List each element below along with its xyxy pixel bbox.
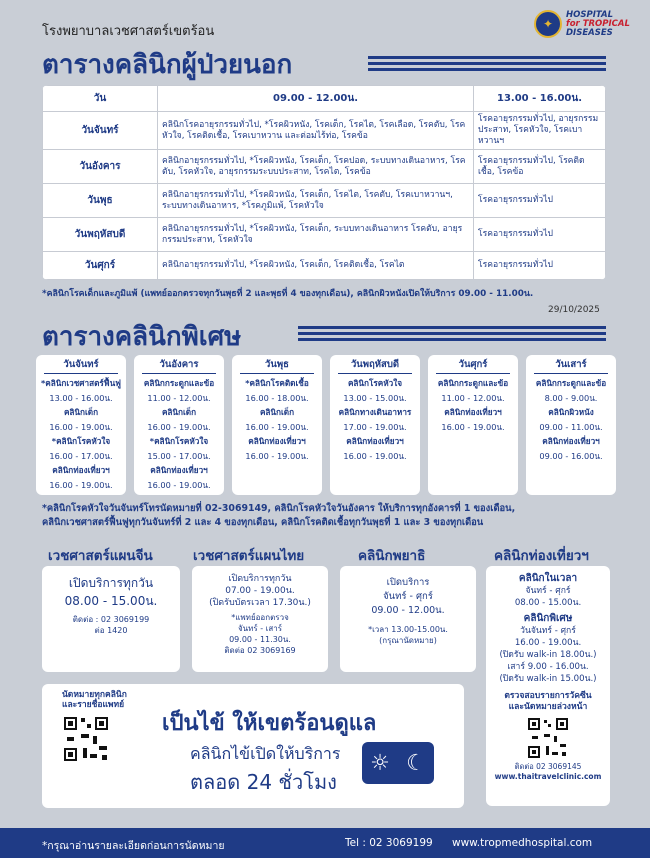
vaccine-note: ตรวจสอบรายการวัคซีน [504, 691, 592, 701]
special-clinic-card [134, 355, 224, 495]
card-day: วันพฤหัสบดี [338, 357, 412, 374]
clinic-hours: 16.00 - 19.00น. [147, 479, 211, 490]
hours-note: (ปิดรับบัตรเวลา 17.30น.) [209, 598, 311, 608]
header-afternoon: 13.00 - 16.00น. [474, 86, 606, 112]
opd-schedule-table [42, 85, 606, 280]
special-time: 16.00 - 19.00น. [514, 638, 582, 648]
walkin-note: (ปิดรับ walk-in 15.00น.) [499, 674, 597, 684]
header-day: วัน [43, 86, 158, 112]
day-cell: วันศุกร์ [43, 252, 158, 280]
hours-label: เปิดบริการ [386, 577, 430, 588]
hours-value: 08.00 - 15.00น. [64, 594, 158, 608]
appointment-note: (กรุณานัดหมาย) [379, 636, 437, 645]
footer-note: *กรุณาอ่านรายละเอียดก่อนการนัดหมาย [42, 840, 225, 852]
clinic-hours: 09.00 - 16.00น. [539, 450, 603, 461]
clinic-name: คลินิกกระดูกและข้อ [143, 378, 215, 388]
travel-website-link[interactable]: www.thaitravelclinic.com [494, 772, 602, 781]
morning-cell: คลินิกอายุรกรรมทั่วไป, *โรคผิวหนัง, โรคเด็ก, โรคติดเชื้อ, โรคไต [158, 252, 474, 280]
card-day: วันอังคาร [142, 357, 216, 374]
special-days: วันจันทร์ - ศุกร์ [520, 626, 576, 636]
table-row [43, 150, 606, 184]
clinic-name: คลินิกท่องเที่ยวฯ [248, 436, 306, 446]
clinic-name: *คลินิกเวชศาสตร์ฟื้นฟู [41, 378, 121, 388]
clinic-hours: 16.00 - 19.00น. [245, 421, 309, 432]
clinic-hours: 16.00 - 17.00น. [49, 450, 113, 461]
sun-icon: ☼ [370, 750, 390, 776]
clinic-hours: 13.00 - 15.00น. [343, 392, 407, 403]
opd-title: ตารางคลินิกผู้ป่วยนอก [42, 50, 293, 80]
logo-line: DISEASES [566, 27, 613, 38]
morning-cell: คลินิกโรคอายุรกรรมทั่วไป, *โรคผิวหนัง, โรคเด็ก, โรคไต, โรคเลือด, โรคตับ, โรคหัวใจ, โรคติดเชื้อ, โรคเบาหวาน และต่อมไร้ท่อ, โรคข้อ [158, 112, 474, 150]
footnote-line: คลินิกเวชศาสตร์ฟื้นฟูทุกวันจันทร์ที่ 2 และ 4 ของทุกเดือน, คลินิกโรคติดเชื้อทุกวันพุธที่ 1 และ 3 ของทุกเดือน [42, 517, 484, 528]
travel-clinic-box [486, 566, 610, 806]
clinic-name: คลินิกท่องเที่ยวฯ [52, 465, 110, 475]
doctor-days: จันทร์ - เสาร์ [237, 624, 283, 633]
clinic-hours: 17.00 - 19.00น. [343, 421, 407, 432]
day-night-icon-panel [362, 742, 434, 784]
logo-line: for TROPICAL [566, 18, 630, 29]
special-title: ตารางคลินิกพิเศษ [42, 322, 242, 352]
doctor-hours: 09.00 - 11.30น. [229, 635, 291, 644]
card-day: วันศุกร์ [436, 357, 510, 374]
special-clinic-card [232, 355, 322, 495]
thai-medicine-title: เวชศาสตร์แผนไทย [193, 548, 305, 564]
clinic-name: คลินิกกระดูกและข้อ [437, 378, 509, 388]
slogan-sub: คลินิกไข้เปิดให้บริการ [190, 744, 341, 763]
qr-code-icon [62, 715, 110, 763]
chinese-medicine-title: เวชศาสตร์แผนจีน [48, 548, 153, 564]
logo-line: HOSPITAL [566, 9, 613, 20]
contact-phone: ติดต่อ 02 3069145 [514, 762, 582, 771]
doctor-note: *แพทย์ออกตรวจ [231, 613, 289, 622]
clinic-hours: 16.00 - 19.00น. [441, 421, 505, 432]
special-footnote [42, 502, 515, 530]
qr-label: นัดหมายทุกคลินิก และรายชื่อแพทย์ [62, 690, 127, 710]
hours-value: 07.00 - 19.00น. [225, 586, 295, 596]
moon-icon: ☾ [406, 750, 426, 776]
afternoon-cell: โรคอายุรกรรมทั่วไป, อายุรกรรมประสาท, โรคหัวใจ, โรคเบาหวานฯ [474, 112, 606, 150]
clinic-name: คลินิกท่องเที่ยวฯ [444, 407, 502, 417]
clinic-name: คลินิกเด็ก [161, 407, 197, 417]
clinic-name: คลินิกท่องเที่ยวฯ [542, 436, 600, 446]
qr-code-icon [526, 716, 570, 760]
seal-icon: ✦ [534, 10, 562, 38]
footnote-line: *คลินิกโรคหัวใจวันจันทร์โทรนัดหมายที่ 02-3069149, คลินิกโรคหัวใจวันอังคาร ให้บริการทุกอังคารที่ 1 ของเดือน, [42, 503, 516, 514]
contact-phone: ติดต่อ : 02 3069199 [72, 615, 150, 624]
clinic-hours: 16.00 - 19.00น. [147, 421, 211, 432]
hours-days: จันทร์ - ศุกร์ [383, 591, 433, 602]
afternoon-note: *เวลา 13.00-15.00น. [368, 625, 448, 634]
day-cell: วันพุธ [43, 184, 158, 218]
table-row [43, 184, 606, 218]
afternoon-cell: โรคอายุรกรรมทั่วไป, โรคติดเชื้อ, โรคข้อ [474, 150, 606, 184]
card-day: วันจันทร์ [44, 357, 118, 374]
clinic-hours: 16.00 - 19.00น. [343, 450, 407, 461]
day-cell: วันพฤหัสบดี [43, 218, 158, 252]
hours-label: เปิดบริการทุกวัน [228, 574, 292, 584]
opd-footnote: *คลินิกโรคเด็กและภูมิแพ้ (แพทย์ออกตรวจทุกวันพุธที่ 2 และพุธที่ 4 ของทุกเดือน), คลินิกผิวหนังเปิดให้บริการ 09.00 - 11.00น. [42, 289, 534, 299]
clinic-hours: 09.00 - 11.00น. [539, 421, 603, 432]
day-cell: วันจันทร์ [43, 112, 158, 150]
hours-value: 09.00 - 12.00น. [371, 605, 445, 616]
clinic-name: คลินิกเด็ก [259, 407, 295, 417]
clinic-name: *คลินิกโรคหัวใจ [149, 436, 209, 446]
slogan-main: เป็นไข้ ให้เขตร้อนดูแล [162, 711, 377, 736]
in-hours-time: 08.00 - 15.00น. [514, 598, 582, 608]
clinic-hours: 13.00 - 16.00น. [49, 392, 113, 403]
clinic-name: *คลินิกโรคหัวใจ [51, 436, 111, 446]
hours-label: เปิดบริการทุกวัน [68, 576, 154, 590]
table-row [43, 112, 606, 150]
clinic-name: คลินิกผิวหนัง [548, 407, 594, 417]
table-row [43, 218, 606, 252]
morning-cell: คลินิกอายุรกรรมทั่วไป, *โรคผิวหนัง, โรคเด็ก, โรคไต, โรคตับ, โรคเบาหวานฯ, ระบบทางเดินอาหาร, *โรคภูมิแพ้, โรคหัวใจ [158, 184, 474, 218]
title-stripes [298, 326, 606, 342]
saturday-time: เสาร์ 9.00 - 16.00น. [507, 662, 589, 672]
day-cell: วันอังคาร [43, 150, 158, 184]
vaccine-note: และนัดหมายล่วงหน้า [508, 702, 588, 712]
contact-phone: ติดต่อ 02 3069169 [224, 646, 296, 655]
clinic-name: คลินิกทางเดินอาหาร [338, 407, 412, 417]
card-day: วันพุธ [240, 357, 314, 374]
parasite-clinic-title: คลินิกพยาธิ [358, 548, 426, 564]
clinic-hours: 15.00 - 17.00น. [147, 450, 211, 461]
clinic-hours: 11.00 - 12.00น. [441, 392, 505, 403]
header-morning: 09.00 - 12.00น. [158, 86, 474, 112]
special-clinic-card [428, 355, 518, 495]
morning-cell: คลินิกอายุรกรรมทั่วไป, *โรคผิวหนัง, โรคเด็ก, โรคปอด, ระบบทางเดินอาหาร, โรคตับ, โรคหัวใจ, อายุรกรรมระบบประสาท, โรคไต, โรคข้อ [158, 150, 474, 184]
table-row [43, 252, 606, 280]
clinic-name: คลินิกกระดูกและข้อ [535, 378, 607, 388]
walkin-note: (ปิดรับ walk-in 18.00น.) [499, 650, 597, 660]
clinic-name: คลินิกท่องเที่ยวฯ [150, 465, 208, 475]
in-hours-days: จันทร์ - ศุกร์ [525, 586, 571, 596]
special-clinic-card [526, 355, 616, 495]
title-stripes [368, 56, 606, 72]
afternoon-cell: โรคอายุรกรรมทั่วไป [474, 252, 606, 280]
clinic-name: คลินิกท่องเที่ยวฯ [346, 436, 404, 446]
special-clinic-card [36, 355, 126, 495]
footer-website-link[interactable]: www.tropmedhospital.com [452, 837, 593, 849]
clinic-hours: 16.00 - 19.00น. [245, 450, 309, 461]
clinic-hours: 16.00 - 19.00น. [49, 479, 113, 490]
special-title: คลินิกพิเศษ [523, 613, 573, 624]
update-date: 29/10/2025 [548, 305, 600, 315]
morning-cell: คลินิกอายุรกรรมทั่วไป, *โรคผิวหนัง, โรคเด็ก, ระบบทางเดินอาหาร โรคตับ, อายุรกรรมประสาท, โรคหัวใจ [158, 218, 474, 252]
slogan-24h: ตลอด 24 ชั่วโมง [190, 770, 337, 794]
card-day: วันเสาร์ [534, 357, 608, 374]
clinic-hours: 8.00 - 9.00น. [544, 392, 598, 403]
institution-name: โรงพยาบาลเวชศาสตร์เขตร้อน [42, 24, 215, 39]
clinic-hours: 16.00 - 19.00น. [49, 421, 113, 432]
footer-bar [0, 828, 650, 858]
hospital-logo [534, 10, 630, 38]
clinic-hours: 11.00 - 12.00น. [147, 392, 211, 403]
clinic-name: *คลินิกโรคติดเชื้อ [245, 378, 309, 388]
footer-phone[interactable]: Tel : 02 3069199 [345, 837, 433, 849]
clinic-hours: 16.00 - 18.00น. [245, 392, 309, 403]
travel-clinic-title: คลินิกท่องเที่ยวฯ [494, 548, 589, 564]
afternoon-cell: โรคอายุรกรรมทั่วไป [474, 218, 606, 252]
thai-medicine-box [192, 566, 328, 672]
clinic-name: คลินิกเด็ก [63, 407, 99, 417]
clinic-name: คลินิกโรคหัวใจ [347, 378, 403, 388]
parasite-clinic-box [340, 566, 476, 672]
in-hours-title: คลินิกในเวลา [518, 573, 578, 584]
chinese-medicine-box [42, 566, 180, 672]
afternoon-cell: โรคอายุรกรรมทั่วไป [474, 184, 606, 218]
special-clinic-card [330, 355, 420, 495]
contact-ext: ต่อ 1420 [94, 626, 128, 635]
